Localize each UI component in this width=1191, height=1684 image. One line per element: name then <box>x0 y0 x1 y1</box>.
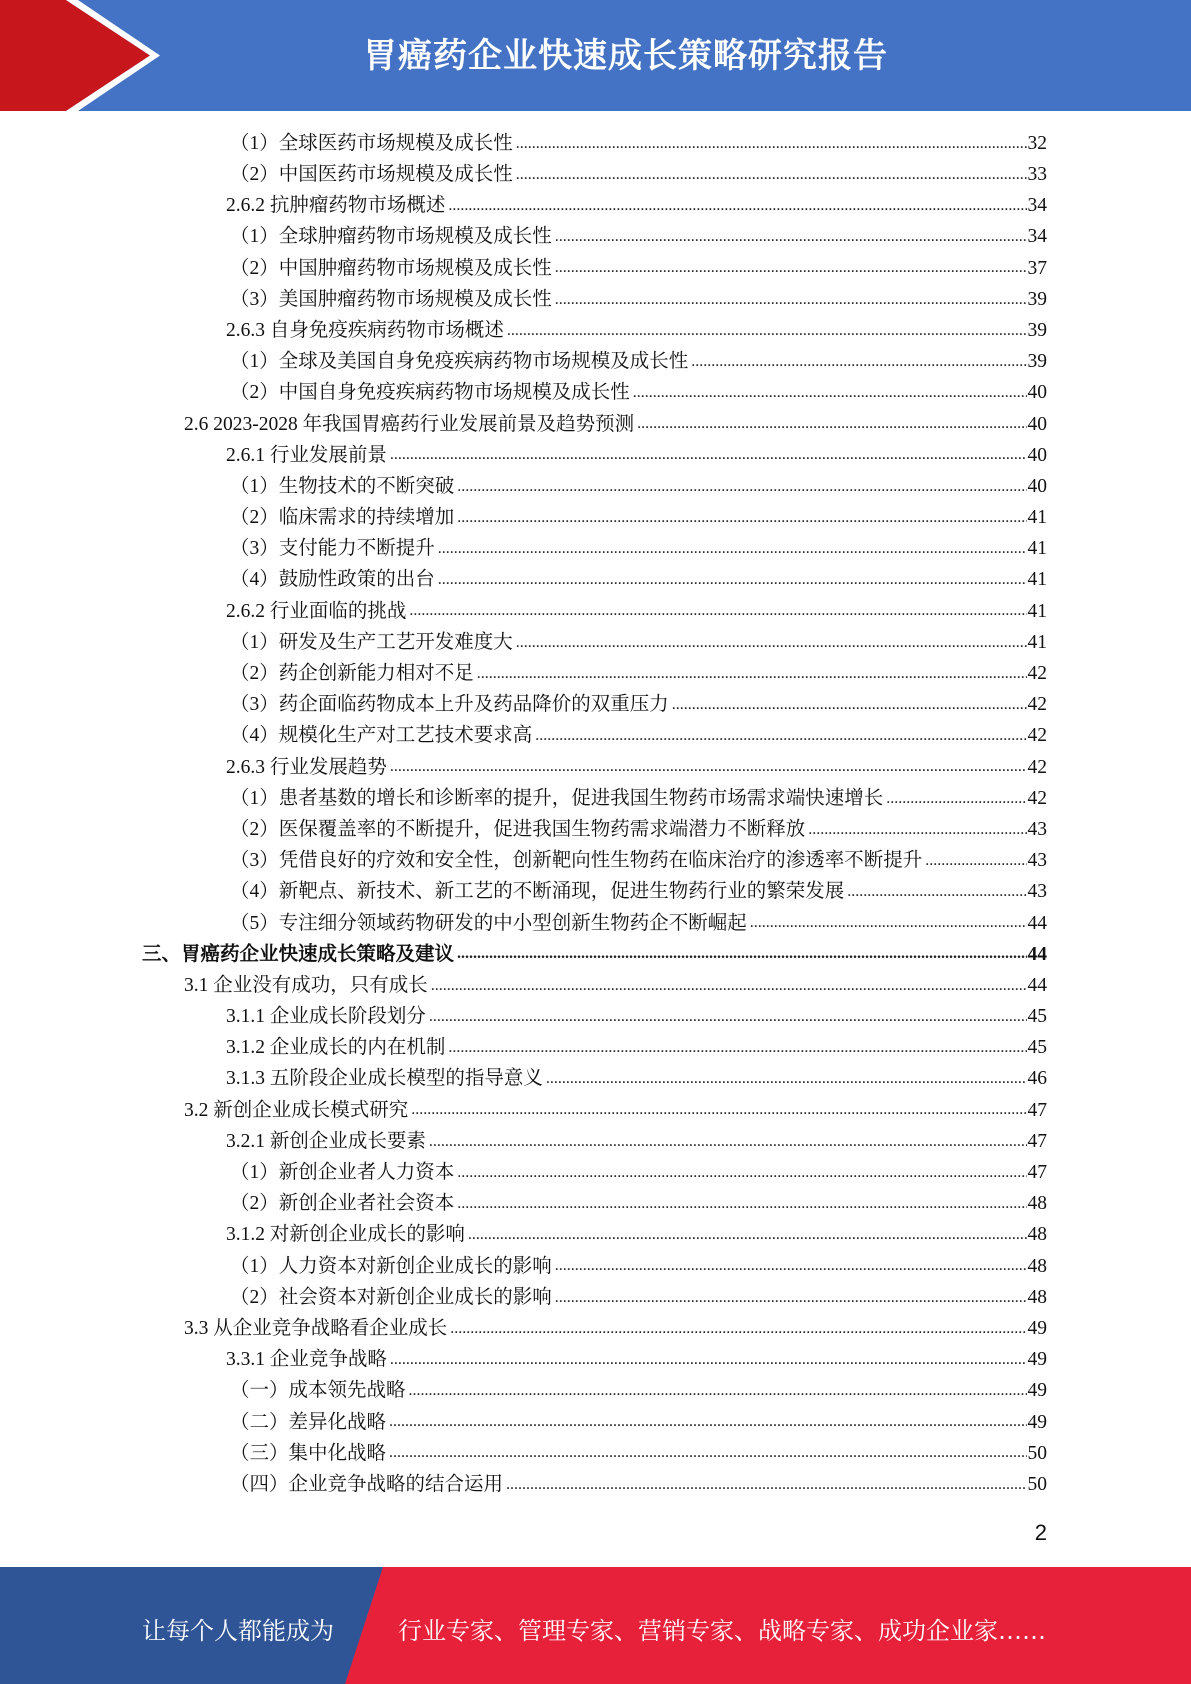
toc-leader-dots <box>516 635 1027 651</box>
toc-leader-dots <box>448 198 1026 214</box>
toc-leader-dots <box>409 603 1026 619</box>
toc-leader-dots <box>886 791 1026 807</box>
toc-entry-page: 32 <box>1027 132 1047 154</box>
toc-entry-page: 42 <box>1027 694 1047 716</box>
toc-entry[interactable] <box>0 159 1191 190</box>
toc-entry-label: （3）药企面临药物成本上升及药品降价的双重压力 <box>230 694 669 716</box>
toc-entry[interactable] <box>0 627 1191 658</box>
toc-entry-label: （1）患者基数的增长和诊断率的提升，促进我国生物药市场需求端快速增长 <box>230 787 884 809</box>
footer-slogan-left: 让每个人都能成为 <box>142 1617 334 1645</box>
toc-leader-dots <box>389 1414 1026 1430</box>
toc-entry-label: 2.6.3 自身免疫疾病药物市场概述 <box>226 319 504 341</box>
toc-leader-dots <box>457 1196 1026 1212</box>
toc-leader-dots <box>450 1321 1026 1337</box>
toc-entry-page: 48 <box>1027 1224 1047 1246</box>
toc-leader-dots <box>555 229 1027 245</box>
toc-entry[interactable] <box>0 689 1191 720</box>
toc-entry[interactable] <box>0 845 1191 876</box>
toc-entry-page: 41 <box>1027 569 1047 591</box>
toc-entry-label: 3.1.2 企业成长的内在机制 <box>226 1037 446 1059</box>
toc-leader-dots <box>555 1290 1027 1306</box>
toc-entry-page: 48 <box>1027 1255 1047 1277</box>
toc-entry-label: （1）全球医药市场规模及成长性 <box>230 132 513 154</box>
toc-entry-page: 42 <box>1027 787 1047 809</box>
toc-entry-page: 40 <box>1027 382 1047 404</box>
toc-entry[interactable] <box>0 1188 1191 1219</box>
toc-entry[interactable] <box>0 658 1191 689</box>
toc-entry[interactable] <box>0 1251 1191 1282</box>
toc-entry-page: 48 <box>1027 1193 1047 1215</box>
toc-leader-dots <box>457 479 1026 495</box>
toc-leader-dots <box>438 572 1027 588</box>
toc-entry-page: 49 <box>1027 1317 1047 1339</box>
toc-entry[interactable] <box>0 1064 1191 1095</box>
toc-entry-page: 45 <box>1027 1006 1047 1028</box>
toc-entry-page: 33 <box>1027 164 1047 186</box>
toc-entry-label: 2.6.1 行业发展前景 <box>226 444 387 466</box>
toc-entry[interactable] <box>0 939 1191 970</box>
toc-entry[interactable] <box>0 565 1191 596</box>
toc-entry[interactable] <box>0 908 1191 939</box>
toc-entry[interactable] <box>0 409 1191 440</box>
toc-entry-label: （2）医保覆盖率的不断提升，促进我国生物药需求端潜力不断释放 <box>230 818 806 840</box>
toc-leader-dots <box>507 323 1027 339</box>
toc-entry[interactable] <box>0 1376 1191 1407</box>
toc-leader-dots <box>390 1352 1027 1368</box>
toc-entry[interactable] <box>0 877 1191 908</box>
toc-entry-label: （2）中国医药市场规模及成长性 <box>230 164 513 186</box>
toc-entry-page: 41 <box>1027 631 1047 653</box>
toc-entry-page: 39 <box>1027 351 1047 373</box>
toc-entry-page: 40 <box>1027 413 1047 435</box>
toc-entry-label: （1）研发及生产工艺开发难度大 <box>230 631 513 653</box>
toc-entry-label: （三）集中化战略 <box>230 1442 387 1464</box>
toc-entry[interactable] <box>0 1469 1191 1500</box>
toc-entry-label: 3.2 新创企业成长模式研究 <box>184 1099 409 1121</box>
toc-entry-page: 45 <box>1027 1037 1047 1059</box>
toc-entry[interactable] <box>0 533 1191 564</box>
toc-leader-dots <box>411 1102 1026 1118</box>
toc-entry-label: （1）全球及美国自身免疫疾病药物市场规模及成长性 <box>230 351 689 373</box>
toc-leader-dots <box>429 1009 1027 1025</box>
toc-entry-page: 44 <box>1027 974 1047 996</box>
toc-leader-dots <box>516 167 1027 183</box>
toc-entry-label: （一）成本领先战略 <box>230 1380 406 1402</box>
toc-entry-label: 2.6.2 抗肿瘤药物市场概述 <box>226 195 446 217</box>
table-of-contents <box>0 128 1191 1500</box>
toc-leader-dots <box>633 385 1027 401</box>
toc-entry-page: 49 <box>1027 1380 1047 1402</box>
toc-entry-page: 43 <box>1027 881 1047 903</box>
toc-entry-page: 42 <box>1027 756 1047 778</box>
toc-leader-dots <box>925 853 1026 869</box>
toc-leader-dots <box>468 1227 1027 1243</box>
toc-entry-page: 44 <box>1027 912 1047 934</box>
toc-leader-dots <box>847 884 1026 900</box>
toc-entry-page: 39 <box>1027 319 1047 341</box>
toc-leader-dots <box>457 1165 1026 1181</box>
toc-entry[interactable] <box>0 378 1191 409</box>
toc-entry-label: 3.1.1 企业成长阶段划分 <box>226 1006 426 1028</box>
toc-entry-page: 46 <box>1027 1068 1047 1090</box>
toc-leader-dots <box>389 1445 1026 1461</box>
toc-entry-label: 3.3.1 企业竞争战略 <box>226 1349 387 1371</box>
toc-leader-dots <box>546 1071 1027 1087</box>
toc-entry-page: 49 <box>1027 1349 1047 1371</box>
toc-entry-label: 3.1.2 对新创企业成长的影响 <box>226 1224 465 1246</box>
toc-entry[interactable] <box>0 1126 1191 1157</box>
toc-entry[interactable] <box>0 471 1191 502</box>
toc-leader-dots <box>390 759 1027 775</box>
toc-entry[interactable] <box>0 440 1191 471</box>
toc-leader-dots <box>438 541 1027 557</box>
toc-entry[interactable] <box>0 1407 1191 1438</box>
toc-entry-label: （1）新创企业者人力资本 <box>230 1162 455 1184</box>
toc-entry-page: 37 <box>1027 257 1047 279</box>
toc-entry-label: （4）鼓励性政策的出台 <box>230 569 435 591</box>
footer-slogan-right: 行业专家、管理专家、营销专家、战略专家、成功企业家…… <box>398 1617 1046 1645</box>
toc-entry[interactable] <box>0 502 1191 533</box>
toc-entry-page: 42 <box>1027 725 1047 747</box>
footer-banner <box>0 1567 1191 1684</box>
toc-leader-dots <box>672 697 1027 713</box>
toc-entry[interactable] <box>0 1157 1191 1188</box>
toc-entry-page: 43 <box>1027 818 1047 840</box>
toc-entry[interactable] <box>0 1282 1191 1313</box>
toc-leader-dots <box>477 666 1027 682</box>
toc-leader-dots <box>457 946 1026 962</box>
toc-entry-label: （1）人力资本对新创企业成长的影响 <box>230 1255 552 1277</box>
toc-entry-label: （3）美国肿瘤药物市场规模及成长性 <box>230 288 552 310</box>
toc-entry[interactable] <box>0 1032 1191 1063</box>
toc-entry-label: （1）全球肿瘤药物市场规模及成长性 <box>230 226 552 248</box>
toc-entry-label: （5）专注细分领域药物研发的中小型创新生物药企不断崛起 <box>230 912 747 934</box>
toc-entry-label: 2.6.3 行业发展趋势 <box>226 756 387 778</box>
toc-entry-page: 41 <box>1027 538 1047 560</box>
toc-entry[interactable] <box>0 1001 1191 1032</box>
toc-leader-dots <box>555 292 1027 308</box>
toc-entry[interactable] <box>0 253 1191 284</box>
toc-entry[interactable] <box>0 596 1191 627</box>
toc-leader-dots <box>535 728 1026 744</box>
header-banner <box>0 0 1191 111</box>
toc-leader-dots <box>555 260 1027 276</box>
toc-entry-page: 47 <box>1027 1130 1047 1152</box>
toc-entry-page: 39 <box>1027 288 1047 310</box>
toc-entry[interactable] <box>0 1344 1191 1375</box>
toc-entry-page: 50 <box>1027 1442 1047 1464</box>
toc-entry-label: （2）社会资本对新创企业成长的影响 <box>230 1286 552 1308</box>
toc-entry-label: （2）中国肿瘤药物市场规模及成长性 <box>230 257 552 279</box>
toc-entry-page: 41 <box>1027 600 1047 622</box>
toc-entry-page: 40 <box>1027 444 1047 466</box>
toc-entry-label: 三、胃癌药企业快速成长策略及建议 <box>142 943 455 965</box>
toc-entry[interactable] <box>0 346 1191 377</box>
toc-entry-page: 34 <box>1027 226 1047 248</box>
toc-entry-page: 47 <box>1027 1162 1047 1184</box>
toc-leader-dots <box>457 510 1026 526</box>
toc-entry[interactable] <box>0 222 1191 253</box>
toc-entry-page: 47 <box>1027 1099 1047 1121</box>
toc-leader-dots <box>448 1040 1026 1056</box>
toc-entry[interactable] <box>0 1438 1191 1469</box>
toc-leader-dots <box>429 1134 1027 1150</box>
toc-entry-label: 3.1 企业没有成功，只有成长 <box>184 974 428 996</box>
toc-entry[interactable] <box>0 752 1191 783</box>
toc-leader-dots <box>390 447 1027 463</box>
toc-entry-label: （1）生物技术的不断突破 <box>230 475 455 497</box>
report-title: 胃癌药企业快速成长策略研究报告 <box>363 36 888 76</box>
toc-leader-dots <box>506 1477 1026 1493</box>
toc-entry-label: （四）企业竞争战略的结合运用 <box>230 1473 504 1495</box>
toc-entry[interactable] <box>0 128 1191 159</box>
toc-entry[interactable] <box>0 190 1191 221</box>
toc-entry-label: 3.3 从企业竞争战略看企业成长 <box>184 1317 448 1339</box>
toc-leader-dots <box>808 822 1026 838</box>
toc-leader-dots <box>555 1258 1027 1274</box>
toc-entry-label: （4）新靶点、新技术、新工艺的不断涌现，促进生物药行业的繁荣发展 <box>230 881 845 903</box>
toc-entry-page: 50 <box>1027 1473 1047 1495</box>
toc-entry-label: （3）支付能力不断提升 <box>230 538 435 560</box>
toc-entry-page: 43 <box>1027 850 1047 872</box>
toc-entry-page: 40 <box>1027 475 1047 497</box>
toc-entry[interactable] <box>0 1095 1191 1126</box>
toc-entry[interactable] <box>0 1313 1191 1344</box>
toc-leader-dots <box>431 978 1027 994</box>
page-number: 2 <box>1034 1520 1047 1545</box>
toc-entry[interactable] <box>0 315 1191 346</box>
toc-entry[interactable] <box>0 1220 1191 1251</box>
toc-leader-dots <box>409 1383 1027 1399</box>
toc-entry-label: 3.1.3 五阶段企业成长模型的指导意义 <box>226 1068 543 1090</box>
toc-entry-label: （2）新创企业者社会资本 <box>230 1193 455 1215</box>
toc-entry-label: （2）药企创新能力相对不足 <box>230 663 474 685</box>
toc-entry-page: 34 <box>1027 195 1047 217</box>
toc-entry[interactable] <box>0 814 1191 845</box>
toc-entry[interactable] <box>0 284 1191 315</box>
toc-entry-label: （2）临床需求的持续增加 <box>230 507 455 529</box>
toc-leader-dots <box>750 915 1027 931</box>
toc-entry[interactable] <box>0 721 1191 752</box>
toc-entry-page: 41 <box>1027 507 1047 529</box>
toc-entry-label: （2）中国自身免疫疾病药物市场规模及成长性 <box>230 382 630 404</box>
toc-entry-label: 2.6.2 行业面临的挑战 <box>226 600 407 622</box>
toc-entry-page: 42 <box>1027 663 1047 685</box>
toc-entry[interactable] <box>0 783 1191 814</box>
toc-entry-label: （二）差异化战略 <box>230 1411 387 1433</box>
toc-leader-dots <box>691 354 1026 370</box>
toc-entry-label: 2.6 2023-2028 年我国胃癌药行业发展前景及趋势预测 <box>184 413 635 435</box>
toc-entry-page: 49 <box>1027 1411 1047 1433</box>
toc-entry-label: （3）凭借良好的疗效和安全性，创新靶向性生物药在临床治疗的渗透率不断提升 <box>230 850 923 872</box>
toc-leader-dots <box>637 416 1026 432</box>
toc-entry-label: （4）规模化生产对工艺技术要求高 <box>230 725 533 747</box>
toc-entry-page: 44 <box>1027 943 1047 965</box>
toc-entry-page: 48 <box>1027 1286 1047 1308</box>
toc-entry-label: 3.2.1 新创企业成长要素 <box>226 1130 426 1152</box>
toc-entry[interactable] <box>0 970 1191 1001</box>
toc-leader-dots <box>516 136 1027 152</box>
